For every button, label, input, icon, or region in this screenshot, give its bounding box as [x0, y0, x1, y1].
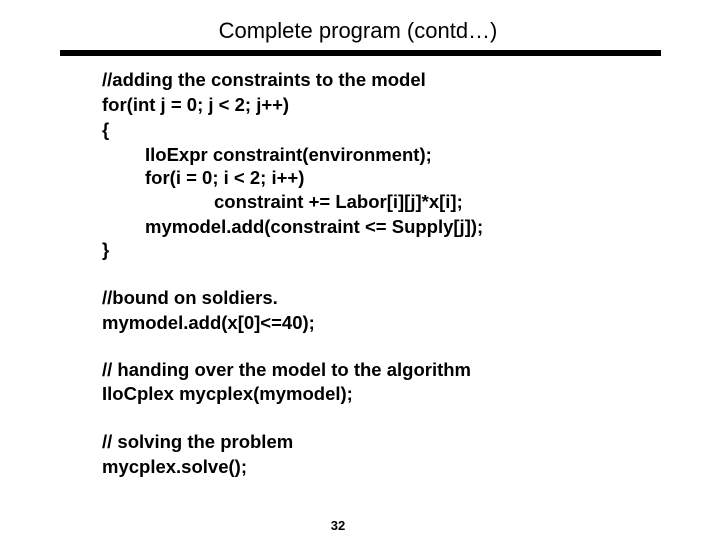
code-solve-call: mycplex.solve();: [102, 456, 247, 477]
code-inner-for-loop: for(i = 0; i < 2; i++): [145, 167, 305, 188]
code-outer-for-loop: for(int j = 0; j < 2; j++): [102, 94, 290, 115]
code-comment-constraints: //adding the constraints to the model: [102, 69, 426, 90]
code-expr-declaration: IloExpr constraint(environment);: [145, 144, 432, 165]
code-comment-bound: //bound on soldiers.: [102, 287, 278, 308]
code-accumulate-labor: constraint += Labor[i][j]*x[i];: [214, 191, 463, 212]
code-add-bound: mymodel.add(x[0]<=40);: [102, 312, 315, 333]
code-add-supply-constraint: mymodel.add(constraint <= Supply[j]);: [145, 216, 484, 237]
page-number: 32: [330, 518, 346, 533]
code-open-brace: {: [102, 119, 110, 140]
code-close-brace: }: [102, 239, 110, 260]
slide-title: Complete program (contd…): [218, 18, 498, 43]
title-underline-rule: [60, 50, 661, 56]
code-comment-solve: // solving the problem: [102, 431, 294, 452]
code-cplex-construct: IloCplex mycplex(mymodel);: [102, 383, 353, 404]
code-comment-handover: // handing over the model to the algorithm: [102, 359, 471, 380]
